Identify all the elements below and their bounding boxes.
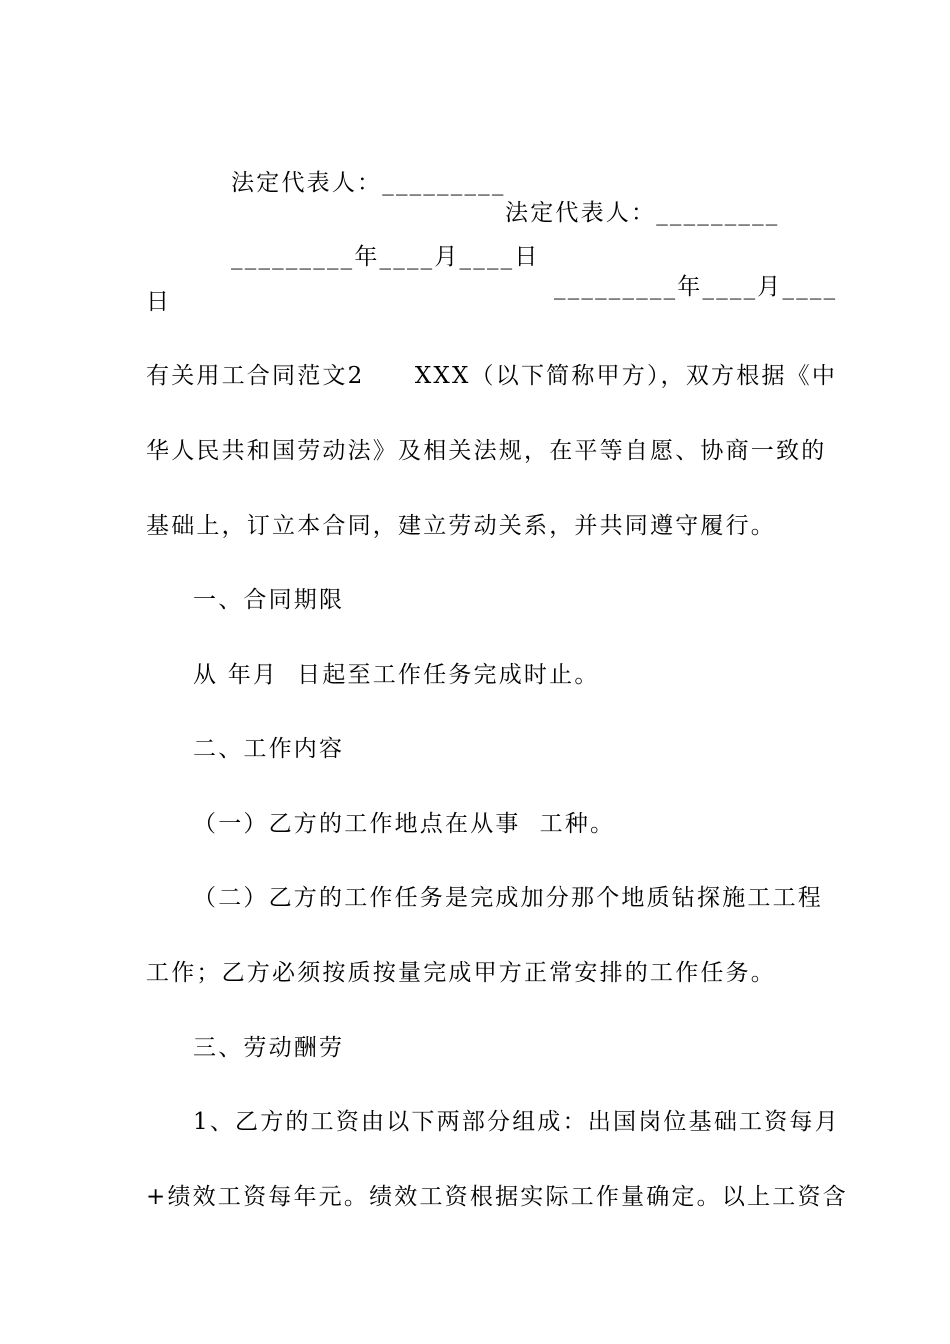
date-left: _________年____月____日 (231, 244, 540, 270)
section-heading: 一、合同期限 (193, 587, 345, 613)
paragraph-line: 从 年月 日起至工作任务完成时止。 (193, 662, 600, 688)
paragraph-line: 工作；乙方必须按质按量完成甲方正常安排的工作任务。 (146, 960, 776, 986)
paragraph-line: 有关用工合同范文2 XXX（以下简称甲方），双方根据《中 (146, 363, 838, 389)
date-right-continuation: 日 (146, 289, 172, 315)
rep-left: 法定代表人：_________ (231, 170, 506, 196)
paragraph-line: （一）乙方的工作地点在从事 工种。 (193, 811, 616, 837)
section-heading: 三、劳动酬劳 (193, 1035, 345, 1061)
rep-right: 法定代表人：_________ (505, 200, 780, 226)
paragraph-line: 华人民共和国劳动法》及相关法规，在平等自愿、协商一致的 (146, 438, 827, 464)
paragraph-line: （二）乙方的工作任务是完成加分那个地质钻探施工工程 (193, 885, 823, 911)
paragraph-line: +绩效工资每年元。绩效工资根据实际工作量确定。以上工资含 (146, 1184, 848, 1210)
paragraph-line: 1、乙方的工资由以下两部分组成：出国岗位基础工资每月 (193, 1109, 840, 1135)
section-heading: 二、工作内容 (193, 736, 345, 762)
paragraph-line: 基础上，订立本合同，建立劳动关系，并共同遵守履行。 (146, 513, 776, 539)
date-right: _________年____月____ (554, 274, 838, 300)
